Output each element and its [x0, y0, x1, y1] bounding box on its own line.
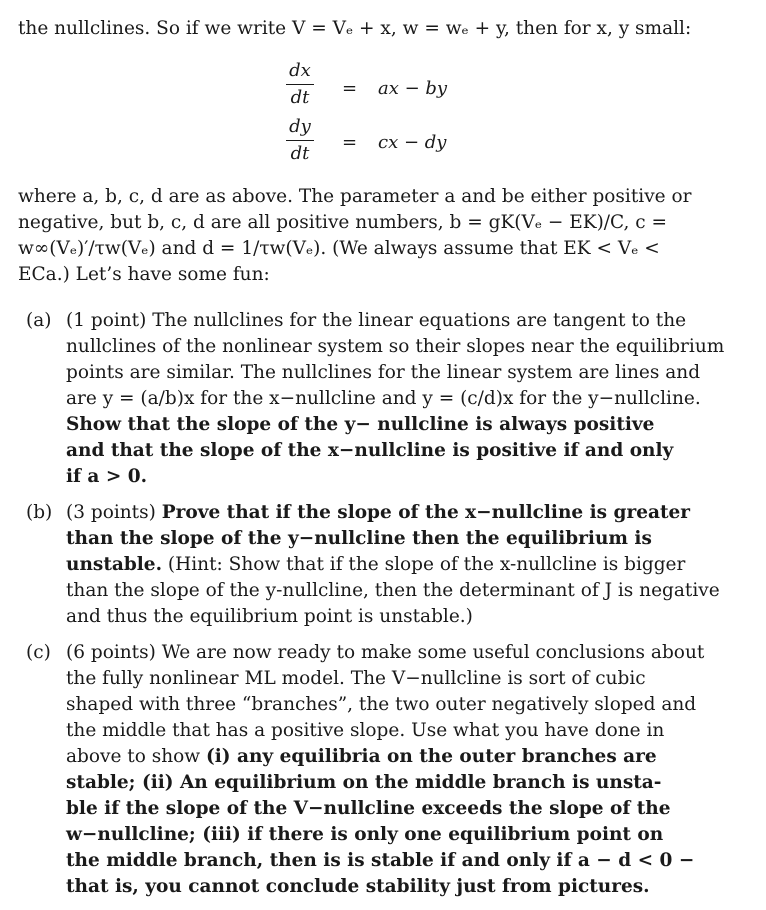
item-line-bold: ble if the slope of the V−nullcline exceeds the slope of the: [66, 798, 671, 819]
points-text: (3 points): [66, 502, 162, 523]
fraction-denominator: dt: [290, 87, 310, 108]
item-label: (c): [26, 642, 51, 663]
item-line-bold: than the slope of the y−nullcline then the equilibrium is: [66, 528, 652, 549]
item-line-bold: the middle branch, then is is stable if and only if a − d < 0 −: [66, 850, 695, 871]
fraction-denominator: dt: [290, 143, 310, 164]
item-line-bold: Show that the slope of the y− nullcline is always positive: [66, 414, 655, 435]
para-line: ECa.) Let’s have some fun:: [18, 264, 270, 285]
para-line: w∞(Vₑ)′/τw(Vₑ) and d = 1/τw(Vₑ). (We always assume that EK < Vₑ <: [18, 238, 660, 259]
fraction-numerator: dy: [289, 116, 311, 137]
item-line: [66, 502, 690, 524]
fraction-dydt: [282, 116, 318, 165]
item-label: (a): [26, 310, 52, 331]
item-line: (6 points) We are now ready to make some useful conclusions about: [66, 642, 705, 663]
fraction-numerator: dx: [289, 60, 311, 81]
bold-text: Prove that if the slope of the x−nullcline is greater: [161, 502, 691, 523]
bold-text: unstable.: [66, 554, 163, 575]
item-line-bold: stable; (ii) An equilibrium on the middle branch is unsta-: [66, 772, 662, 793]
item-line-bold: if a > 0.: [66, 466, 148, 487]
equation-rhs: cx − dy: [378, 132, 447, 153]
item-line-bold: w−nullcline; (iii) if there is only one equilibrium point on: [66, 824, 664, 845]
equals-sign: =: [342, 132, 358, 153]
item-line: the fully nonlinear ML model. The V−nullcline is sort of cubic: [66, 668, 646, 689]
item-label: (b): [26, 502, 53, 523]
plain-text: above to show: [66, 746, 207, 767]
item-line: (1 point) The nullclines for the linear equations are tangent to the: [66, 310, 687, 331]
item-line: are y = (a/b)x for the x−nullcline and y = (c/d)x for the y−nullcline.: [66, 388, 701, 409]
item-line: [66, 554, 685, 576]
equals-sign: =: [342, 78, 358, 99]
bold-text: (i) any equilibria on the outer branches are: [206, 746, 657, 767]
fraction-dxdt: [282, 60, 318, 109]
para-line: where a, b, c, d are as above. The parameter a and be either positive or: [18, 186, 692, 207]
para-line: negative, but b, c, d are all positive numbers, b = gK(Vₑ − EK)/C, c =: [18, 212, 668, 233]
intro-line: the nullclines. So if we write V = Vₑ + x, w = wₑ + y, then for x, y small:: [18, 18, 692, 39]
item-line: and thus the equilibrium point is unstable.): [66, 606, 473, 627]
item-line-bold: and that the slope of the x−nullcline is positive if and only: [66, 440, 674, 461]
item-line: nullclines of the nonlinear system so their slopes near the equilibrium: [66, 336, 725, 357]
hint-text: (Hint: Show that if the slope of the x-nullcline is bigger: [162, 554, 686, 575]
item-line: the middle that has a positive slope. Use what you have done in: [66, 720, 665, 741]
item-line: than the slope of the y-nullcline, then the determinant of J is negative: [66, 580, 720, 601]
fraction-bar: [286, 84, 314, 85]
item-line: points are similar. The nullclines for the linear system are lines and: [66, 362, 701, 383]
item-line: shaped with three “branches”, the two outer negatively sloped and: [66, 694, 697, 715]
item-line: [66, 746, 657, 768]
equation-rhs: ax − by: [378, 78, 448, 99]
item-line-bold: that is, you cannot conclude stability just from pictures.: [66, 876, 650, 897]
fraction-bar: [286, 140, 314, 141]
